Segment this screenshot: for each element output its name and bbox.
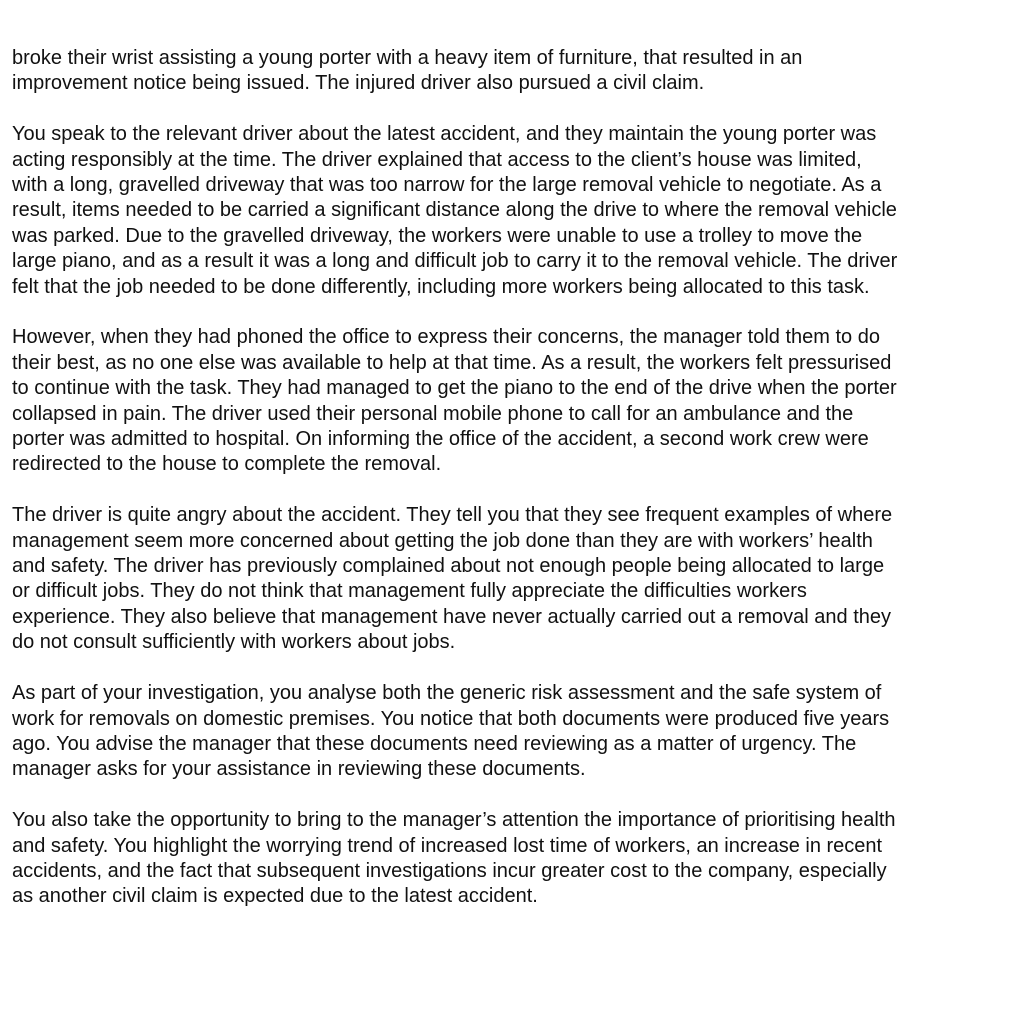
text-line: porter was admitted to hospital. On informing the office of the accident, a second work crew were	[12, 428, 869, 451]
text-line: with a long, gravelled driveway that was too narrow for the large removal vehicle to negotiate. As a	[12, 174, 882, 197]
text-line: collapsed in pain. The driver used their personal mobile phone to call for an ambulance and the	[12, 402, 854, 425]
text-line: However, when they had phoned the office to express their concerns, the manager told them to do	[12, 326, 880, 349]
text-line: felt that the job needed to be done differently, including more workers being allocated to this task.	[12, 275, 870, 298]
paragraph-6	[12, 808, 1002, 910]
text-line: do not consult sufficiently with workers about jobs.	[12, 631, 456, 654]
paragraph-4	[12, 503, 1002, 655]
paragraph-2	[12, 122, 1002, 300]
text-line: their best, as no one else was available to help at that time. As a result, the workers felt pressurised	[12, 351, 892, 374]
text-line: broke their wrist assisting a young porter with a heavy item of furniture, that resulted in an	[12, 47, 803, 69]
paragraph-3	[12, 325, 1002, 477]
text-line: As part of your investigation, you analyse both the generic risk assessment and the safe system of	[12, 682, 882, 705]
paragraph-5	[12, 681, 1002, 783]
text-line: or difficult jobs. They do not think that management fully appreciate the difficulties workers	[12, 580, 807, 603]
text-line: result, items needed to be carried a significant distance along the drive to where the removal vehicle	[12, 199, 897, 222]
document-page	[12, 46, 1002, 935]
text-line: work for removals on domestic premises. You notice that both documents were produced five years	[12, 707, 890, 730]
text-line: You speak to the relevant driver about the latest accident, and they maintain the young porter was	[12, 123, 877, 146]
paragraph-1	[12, 46, 1002, 97]
text-line: manager asks for your assistance in reviewing these documents.	[12, 758, 586, 781]
text-line: improvement notice being issued. The injured driver also pursued a civil claim.	[12, 72, 705, 95]
text-line: management seem more concerned about getting the job done than they are with workers’ health	[12, 529, 873, 552]
text-line: and safety. You highlight the worrying trend of increased lost time of workers, an increase in recent	[12, 834, 883, 857]
text-line: ago. You advise the manager that these documents need reviewing as a matter of urgency. The	[12, 732, 857, 755]
text-line: You also take the opportunity to bring to the manager’s attention the importance of prioritising health	[12, 809, 896, 832]
text-line: was parked. Due to the gravelled driveway, the workers were unable to use a trolley to move the	[12, 224, 863, 247]
text-line: acting responsibly at the time. The driver explained that access to the client’s house was limited,	[12, 148, 862, 171]
text-line: The driver is quite angry about the accident. They tell you that they see frequent examples of where	[12, 504, 893, 527]
text-line: accidents, and the fact that subsequent investigations incur greater cost to the company, especially	[12, 859, 887, 882]
text-line: large piano, and as a result it was a long and difficult job to carry it to the removal vehicle. The driver	[12, 250, 898, 273]
text-line: and safety. The driver has previously complained about not enough people being allocated to large	[12, 555, 885, 578]
text-line: to continue with the task. They had managed to get the piano to the end of the drive when the porter	[12, 377, 897, 400]
text-line: experience. They also believe that management have never actually carried out a removal and they	[12, 605, 892, 628]
text-line: redirected to the house to complete the removal.	[12, 453, 442, 476]
text-line: as another civil claim is expected due to the latest accident.	[12, 885, 538, 908]
